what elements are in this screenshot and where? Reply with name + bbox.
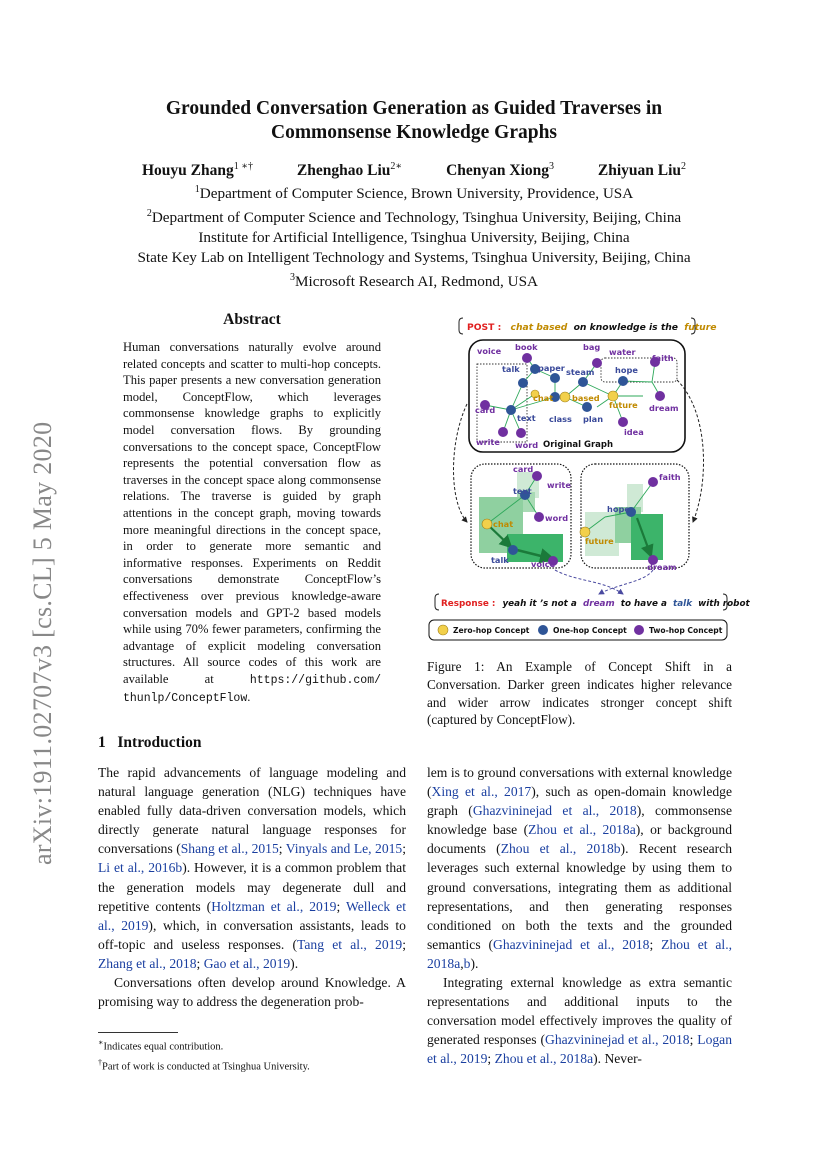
response-label: Response : [441, 599, 496, 609]
response-word-talk: talk [673, 599, 693, 609]
svg-text:POST : chat based: POST : chat based on knowledge is the future [467, 322, 717, 333]
citation-link[interactable]: Ghazvininejad et al., 2018 [472, 803, 637, 819]
svg-text:write: write [547, 480, 571, 490]
footnotes [98, 1035, 408, 1074]
body-text: The rapid advancements of language modeling and natural language generation (NLG) techniques have enabled fully data-driven conversation models, which directly generate natural language responses for conversations ( [98, 765, 406, 857]
svg-text:word: word [545, 513, 569, 523]
svg-text:text: text [513, 486, 532, 496]
body-text: ), or background documents ( [427, 822, 733, 857]
figure-concept-shift [427, 312, 750, 648]
body-text: ), commonsense knowledge base ( [427, 803, 732, 838]
body-text: ), which, in conversation assistants, leads to off-topic and useless responses. ( [98, 917, 406, 952]
svg-text:write: write [476, 437, 500, 447]
svg-text:future: future [609, 400, 638, 410]
svg-text:text: text [517, 413, 536, 423]
body-text: ; [689, 1032, 698, 1048]
body-text: ; [336, 898, 346, 914]
body-text: ). Recent research leverages such external knowledge by using them to ground conversations, integrating them as additional representations, and then generating responses conditioned on both the texts and the grounded semantics ( [427, 841, 732, 952]
citation-link[interactable]: Holtzman et al., 2019 [211, 898, 337, 914]
svg-text:voice: voice [531, 559, 556, 569]
svg-text:hope: hope [615, 365, 638, 375]
paragraph [98, 973, 406, 1011]
author: Zhiyuan Liu$^2$ [597, 161, 687, 180]
body-text: Conversations often develop around Knowledge. A promising way to address the degeneration prob- [98, 975, 406, 1010]
citation-link[interactable]: Zhang et al., 2018 [98, 955, 197, 971]
svg-text:One-hop Concept: One-hop Concept [553, 626, 627, 635]
affiliations [0, 180, 828, 292]
citation-link[interactable]: Zhou et al., 2018b [500, 841, 621, 857]
citation-link[interactable]: Ghazvininejad et al., 2018 [493, 936, 650, 952]
response-banner [435, 594, 751, 610]
paragraph [427, 763, 732, 973]
affiliation: $^1$Department of Computer Science, Brown University, Providence, USA [194, 184, 634, 203]
author: Zhenghao Liu$^{2∗}$ [296, 161, 403, 180]
title-line-2: Commonsense Knowledge Graphs [270, 122, 558, 143]
body-text: ; [487, 1051, 495, 1067]
citation-link[interactable]: Gao et al., 2019 [203, 955, 291, 971]
body-text: ). [290, 955, 299, 971]
svg-text:Response : yeah it ’s no: Response : yeah it ’s not a dream to have a talk with robot [441, 599, 750, 609]
svg-text:chat: chat [533, 393, 554, 403]
author-list [0, 161, 828, 180]
title-line-1: Grounded Conversation Generation as Guided Traverses in [165, 98, 663, 119]
svg-text:dream: dream [647, 562, 677, 572]
svg-text:Two-hop Concept: Two-hop Concept [649, 626, 723, 635]
figure-legend [429, 620, 727, 640]
body-text: ), such as open-domain knowledge graph ( [427, 784, 732, 819]
svg-text:card: card [513, 464, 534, 474]
body-text: ; [649, 936, 662, 952]
paragraph [427, 973, 732, 1068]
svg-text:chat: chat [493, 519, 514, 529]
author: Houyu Zhang$^{1 ∗\dagger}$ [141, 161, 254, 180]
affiliation: State Key Lab on Intelligent Technology and Systems, Tsinghua University, Beijing, China [137, 249, 691, 267]
citation-link[interactable]: Vinyals and Le, 2015 [285, 841, 403, 857]
response-word-dream: dream [582, 599, 615, 609]
footnote-rule [98, 1032, 178, 1033]
citation-link[interactable]: b [463, 955, 471, 971]
body-text: ; [402, 936, 406, 952]
citation-link[interactable]: Tang et al., 2019 [297, 936, 403, 952]
svg-text:based: based [572, 393, 600, 403]
citation-link[interactable]: Xing et al., 2017 [431, 784, 532, 800]
right-column [427, 763, 732, 1069]
body-text: Integrating external knowledge as extra semantic representations and additional inputs to the conversation model effectively improves the quality of generated responses ( [427, 975, 732, 1048]
body-text: , [460, 955, 464, 971]
post-word-future: future [684, 322, 717, 333]
svg-text:dream: dream [649, 403, 679, 413]
svg-text:word: word [515, 440, 539, 450]
svg-text:talk: talk [491, 555, 509, 565]
code-url[interactable]: https://github.com/ thunlp/ConceptFlow [123, 673, 381, 706]
citation-link[interactable]: Logan et al., 2019 [427, 1032, 732, 1067]
arxiv-id: arXiv:1911.02707v3 [cs.CL] 5 May 2020 [28, 421, 57, 865]
body-text: ). Never- [593, 1051, 642, 1067]
left-column [98, 763, 406, 1011]
footnote: †Part of work is conducted at Tsinghua University. [98, 1057, 310, 1072]
svg-text:steam: steam [566, 367, 595, 377]
svg-text:card: card [475, 405, 496, 415]
affiliation: $^2$Department of Computer Science and Technology, Tsinghua University, Beijing, China [146, 208, 682, 227]
paragraph [98, 763, 406, 973]
svg-text:hope: hope [607, 504, 630, 514]
post-word-chat-based: chat based [510, 322, 568, 333]
citation-link[interactable]: Zhou et al., 2018a [528, 822, 636, 838]
svg-text:talk: talk [502, 364, 520, 374]
body-text: ; [278, 841, 286, 857]
svg-text:plan: plan [583, 414, 604, 424]
svg-text:paper: paper [538, 363, 565, 373]
figure-caption: Figure 1: An Example of Concept Shift in a Conversation. Darker green indicates higher relevance and wider arrow indicates stronger concept shift (captured by ConceptFlow). [427, 659, 732, 728]
paper-title [0, 97, 828, 145]
svg-text:future: future [585, 536, 614, 546]
body-text: ). [470, 955, 479, 971]
section-heading: 1 Introduction [98, 734, 202, 751]
citation-link[interactable]: Ghazvininejad et al., 2018 [545, 1032, 690, 1048]
svg-text:water: water [609, 347, 636, 357]
svg-text:book: book [515, 342, 538, 352]
citation-link[interactable]: Zhou et al., 2018a [494, 1051, 594, 1067]
original-graph-label: Original Graph [543, 440, 614, 450]
svg-text:bag: bag [583, 342, 601, 352]
abstract-heading: Abstract [223, 311, 281, 328]
body-text: ). However, it is a common problem that the generation models may degenerate dull and repetitive contents ( [98, 860, 406, 914]
arxiv-stamp [20, 365, 60, 865]
svg-text:voice: voice [477, 346, 502, 356]
body-text: ; [196, 955, 204, 971]
svg-text:faith: faith [652, 353, 674, 363]
svg-text:idea: idea [624, 427, 644, 437]
post-label: POST : [467, 322, 502, 333]
citation-link[interactable]: Zhou et al., 2018a [427, 936, 732, 971]
body-text: ; [402, 841, 407, 857]
svg-text:class: class [549, 414, 572, 424]
author: Chenyan Xiong$^3$ [446, 161, 554, 180]
body-text: lem is to ground conversations with external knowledge ( [427, 765, 732, 800]
citation-link[interactable]: Li et al., 2016b [98, 860, 183, 876]
citation-link[interactable]: Shang et al., 2015 [180, 841, 279, 857]
affiliation: $^3$Microsoft Research AI, Redmond, USA [290, 272, 538, 291]
post-banner [459, 318, 716, 334]
citation-link[interactable]: Welleck et al., 2019 [98, 898, 406, 933]
abstract-body: Human conversations naturally evolve around related concepts and scatter to multi-hop concepts. This paper presents a new conversation generation model, ConceptFlow, which leverages commonsense knowledge graphs to explicitly model conversation flows. By grounding conversations to the concept space, ConceptFlow represents the potential conversation flow as traverses in the concept space along commonsense relations. The traverse is guided by graph attentions in the concept graph, moving towards more meaningful directions in the concept space, in order to generate more semantic and informative responses. Experiments on Reddit conversations demonstrate ConceptFlow’s effectiveness over previous knowledge-aware conversation models and GPT-2 based models while using 70% fewer parameters, confirming the advantage of explicit modeling conversation structures. All source codes of this work are available at https://github.com/ thunlp/ConceptFlow. [123, 340, 381, 706]
svg-text:faith: faith [659, 472, 681, 482]
footnote: ∗Indicates equal contribution. [98, 1038, 224, 1053]
affiliation: Institute for Artificial Intelligence, Tsinghua University, Beijing, China [198, 229, 630, 247]
svg-text:Zero-hop Concept: Zero-hop Concept [453, 626, 530, 635]
